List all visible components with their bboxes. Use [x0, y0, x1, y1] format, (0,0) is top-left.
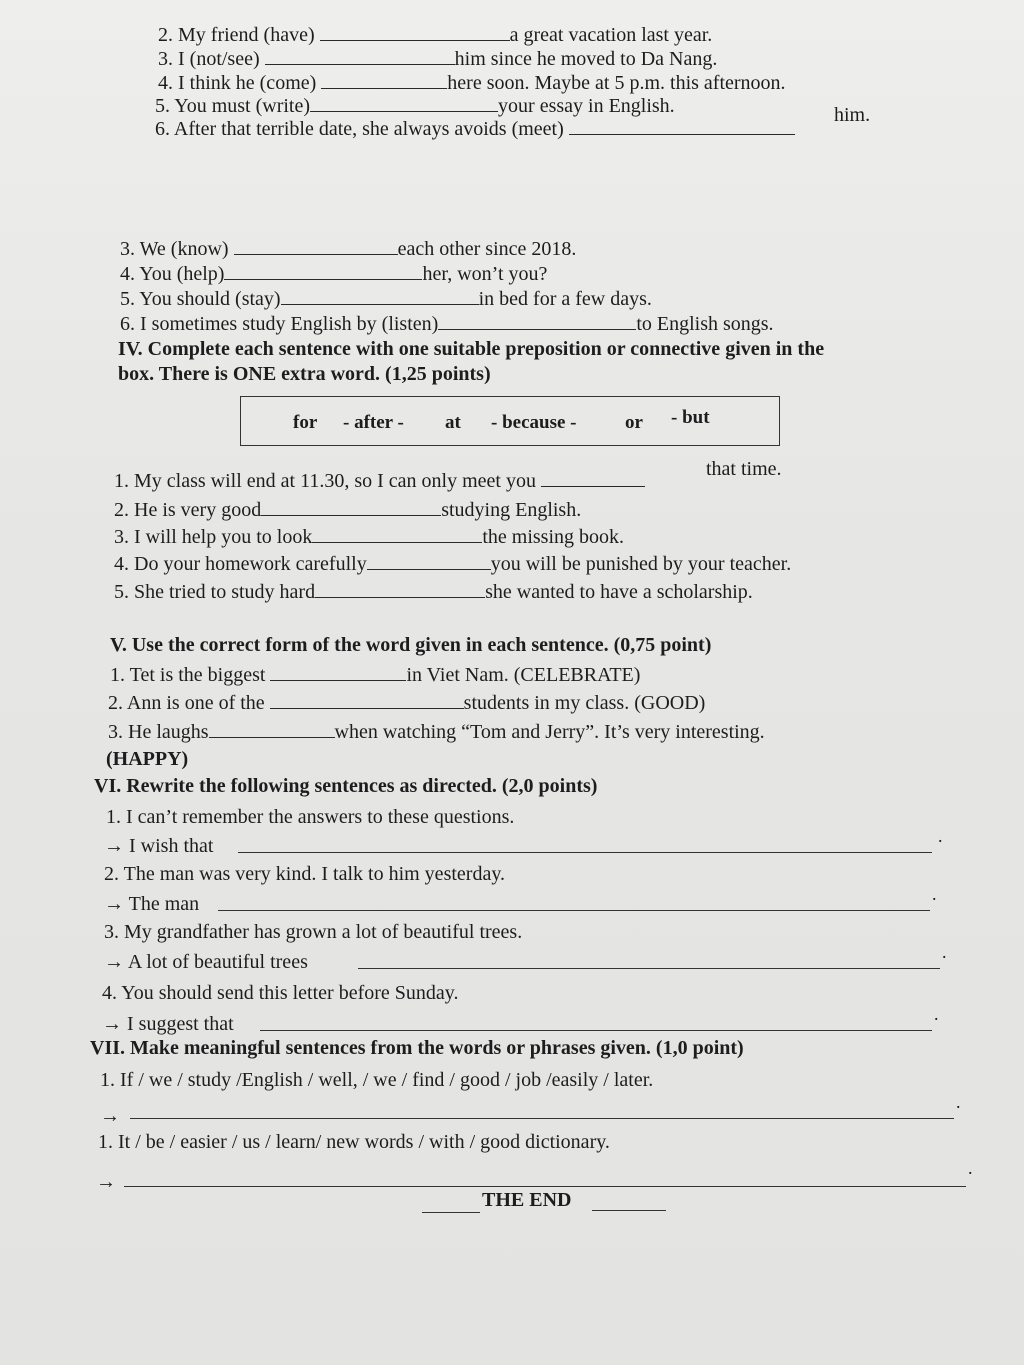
s5-item-3: 3. He laughs when watching “Tom and Jerry”. It’s very interesting.	[108, 721, 765, 743]
box-word-because: - because -	[491, 412, 577, 433]
answer-line[interactable]	[358, 968, 940, 969]
s7-item-2-words: 1. It / be / easier / us / learn/ new words / with / good dictionary.	[98, 1131, 610, 1153]
answer-blank[interactable]	[315, 579, 485, 598]
s7-item-1-prompt: →	[100, 1105, 120, 1127]
period: .	[968, 1158, 973, 1178]
s5-item-1: 1. Tet is the biggest in Viet Nam. (CELEBRATE)	[110, 664, 641, 686]
answer-blank[interactable]	[312, 524, 482, 543]
s6-item-4-sentence: 4. You should send this letter before Sunday.	[102, 982, 459, 1004]
period: .	[938, 826, 943, 846]
s6-item-1-prompt: → I wish that	[104, 835, 214, 857]
section-7-heading: VII. Make meaningful sentences from the words or phrases given. (1,0 point)	[90, 1037, 744, 1059]
answer-blank[interactable]	[270, 690, 464, 709]
answer-line[interactable]	[130, 1118, 954, 1119]
footer-rule-left	[422, 1212, 480, 1213]
s5-item-3-hint: (HAPPY)	[106, 748, 189, 770]
s6-item-1-sentence: 1. I can’t remember the answers to these questions.	[106, 806, 515, 828]
section-5-heading: V. Use the correct form of the word given in each sentence. (0,75 point)	[110, 634, 712, 656]
s6-item-2-sentence: 2. The man was very kind. I talk to him yesterday.	[104, 863, 506, 885]
s7-item-1-words: 1. If / we / study /English / well, / we / find / good / job /easily / later.	[100, 1069, 654, 1091]
s4-item-1-end: that time.	[706, 458, 782, 480]
answer-blank[interactable]	[265, 46, 455, 65]
mid-item-3: 3. We (know) each other since 2018.	[120, 238, 577, 260]
answer-line[interactable]	[124, 1186, 966, 1187]
box-word-but: - but	[671, 407, 710, 428]
mid-item-4: 4. You (help) her, won’t you?	[120, 263, 548, 285]
box-word-at: at	[445, 412, 461, 433]
answer-line[interactable]	[260, 1030, 932, 1031]
period: .	[934, 1004, 939, 1024]
top-item-4: 4. I think he (come) here soon. Maybe at 5 p.m. this afternoon.	[158, 72, 786, 94]
word-box	[240, 396, 780, 446]
s5-item-2: 2. Ann is one of the students in my class. (GOOD)	[108, 692, 706, 714]
answer-blank[interactable]	[281, 286, 479, 305]
answer-blank[interactable]	[320, 22, 510, 41]
answer-blank[interactable]	[438, 311, 636, 330]
answer-blank[interactable]	[321, 70, 447, 89]
period: .	[942, 942, 947, 962]
s6-item-4-prompt: → I suggest that	[102, 1013, 234, 1035]
answer-blank[interactable]	[209, 719, 335, 738]
section-6-heading: VI. Rewrite the following sentences as directed. (2,0 points)	[94, 775, 598, 797]
box-word-after: - after -	[343, 412, 404, 433]
footer-rule-right	[592, 1210, 666, 1211]
answer-blank[interactable]	[270, 662, 406, 681]
s6-item-2-prompt: → The man	[104, 893, 200, 915]
answer-blank[interactable]	[569, 116, 795, 135]
answer-line[interactable]	[238, 852, 932, 853]
mid-item-5: 5. You should (stay) in bed for a few days.	[120, 288, 652, 310]
top-item-5: 5. You must (write) your essay in English.	[155, 95, 675, 117]
top-item-2: 2. My friend (have) a great vacation last year.	[158, 24, 713, 46]
s7-item-2-prompt: →	[96, 1171, 116, 1193]
s4-item-3: 3. I will help you to look the missing book.	[114, 526, 624, 548]
answer-blank[interactable]	[261, 497, 441, 516]
top-item-3: 3. I (not/see) him since he moved to Da Nang.	[158, 48, 718, 70]
answer-blank[interactable]	[310, 93, 498, 112]
s4-item-2: 2. He is very good studying English.	[114, 499, 582, 521]
top-item-6: 6. After that terrible date, she always avoids (meet)	[155, 116, 795, 141]
s6-item-3-prompt: → A lot of beautiful trees	[104, 951, 308, 973]
answer-blank[interactable]	[224, 261, 422, 280]
period: .	[932, 884, 937, 904]
the-end: THE END	[482, 1189, 572, 1211]
section-4-heading-line2: box. There is ONE extra word. (1,25 points)	[118, 363, 491, 385]
section-4-heading-line1: IV. Complete each sentence with one suitable preposition or connective given in the	[118, 338, 825, 360]
s4-item-1: 1. My class will end at 11.30, so I can only meet you	[114, 468, 645, 493]
box-word-or: or	[625, 412, 643, 433]
answer-line[interactable]	[218, 910, 930, 911]
s4-item-5: 5. She tried to study hard she wanted to have a scholarship.	[114, 581, 753, 603]
top-item-6-end: him.	[834, 104, 871, 126]
period: .	[956, 1092, 961, 1112]
mid-item-6: 6. I sometimes study English by (listen) to English songs.	[120, 313, 774, 335]
answer-blank[interactable]	[367, 551, 491, 570]
box-word-for: for	[293, 412, 318, 433]
answer-blank[interactable]	[541, 468, 645, 487]
s4-item-4: 4. Do your homework carefully you will be punished by your teacher.	[114, 553, 792, 575]
s6-item-3-sentence: 3. My grandfather has grown a lot of beautiful trees.	[104, 921, 523, 943]
answer-blank[interactable]	[234, 236, 398, 255]
